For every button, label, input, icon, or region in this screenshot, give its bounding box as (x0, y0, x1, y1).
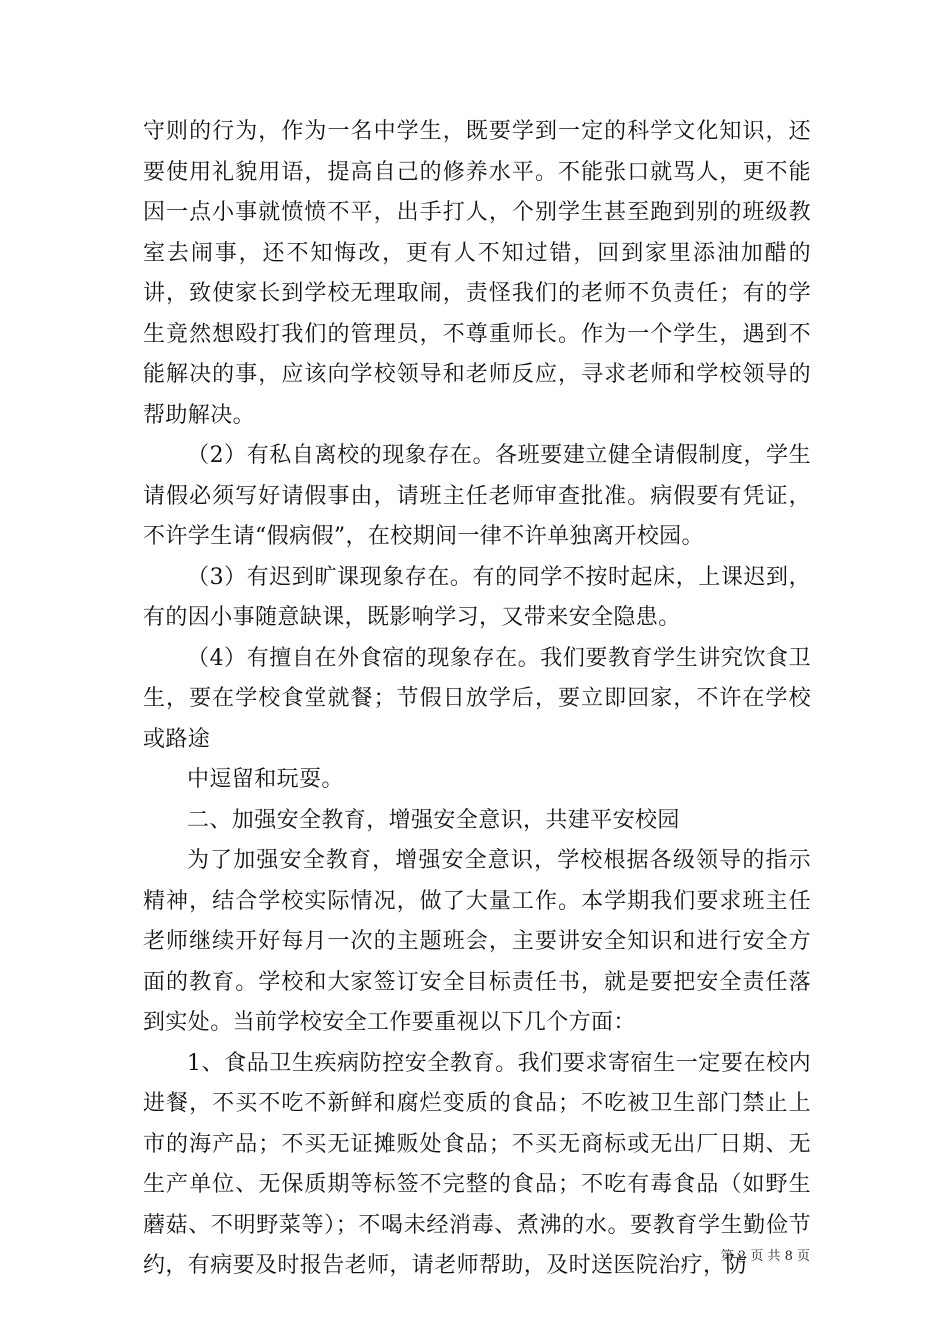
paragraph-eating-outside: （4）有擅自在外食宿的现象存在。我们要教育学生讲究饮食卫生，要在学校食堂就餐；节假日放学后，要立即回家，不许在学校或路途 (143, 645, 811, 752)
section-heading-safety: 二、加强安全教育，增强安全意识，共建平安校园 (187, 807, 680, 833)
paragraph-safety-education: 为了加强安全教育，增强安全意识，学校根据各级领导的指示精神，结合学校实际情况，做了大量工作。本学期我们要求班主任老师继续开好每月一次的主题班会，主要讲安全知识和进行安全方面的教育。学校和大家签订安全目标责任书，就是要把安全责任落到实处。当前学校安全工作要重视以下几个方面： (143, 848, 811, 1035)
page-number: 第 2 页 共 8 页 (720, 1249, 810, 1264)
paragraph-conduct: 守则的行为，作为一名中学生，既要学到一定的科学文化知识，还要使用礼貌用语，提高自己的修养水平。不能张口就骂人，更不能因一点小事就愤愤不平，出手打人，个别学生甚至跑到别的班级教室去闹事，还不知悔改，更有人不知过错，回到家里添油加醋的讲，致使家长到学校无理取闹，责怪我们的老师不负责任；有的学生竟然想殴打我们的管理员，不尊重师长。作为一个学生，遇到不能解决的事，应该向学校领导和老师反应，寻求老师和学校领导的帮助解决。 (143, 119, 811, 428)
paragraph-continuation: 中逗留和玩耍。 (187, 767, 344, 792)
paragraph-truancy: （3）有迟到旷课现象存在。有的同学不按时起床，上课迟到，有的因小事随意缺课，既影响学习，又带来安全隐患。 (143, 564, 811, 630)
paragraph-food-hygiene: 1、食品卫生疾病防控安全教育。我们要求寄宿生一定要在校内进餐，不买不吃不新鲜和腐烂变质的食品；不吃被卫生部门禁止上市的海产品；不买无证摊贩处食品；不买无商标或无出厂日期、无生产单位、无保质期等标签不完整的食品；不吃有毒食品（如野生蘑菇、不明野菜等）；不喝未经消毒、煮沸的水。要教育学生勤俭节约，有病要及时报告老师，请老师帮助，及时送医院治疗，防 (143, 1050, 811, 1278)
document-body (143, 112, 811, 1287)
paragraph-leave-school: （2）有私自离校的现象存在。各班要建立健全请假制度，学生请假必须写好请假事由，请班主任老师审查批准。病假要有凭证，不许学生请“假病假”，在校期间一律不许单独离开校园。 (143, 443, 811, 549)
